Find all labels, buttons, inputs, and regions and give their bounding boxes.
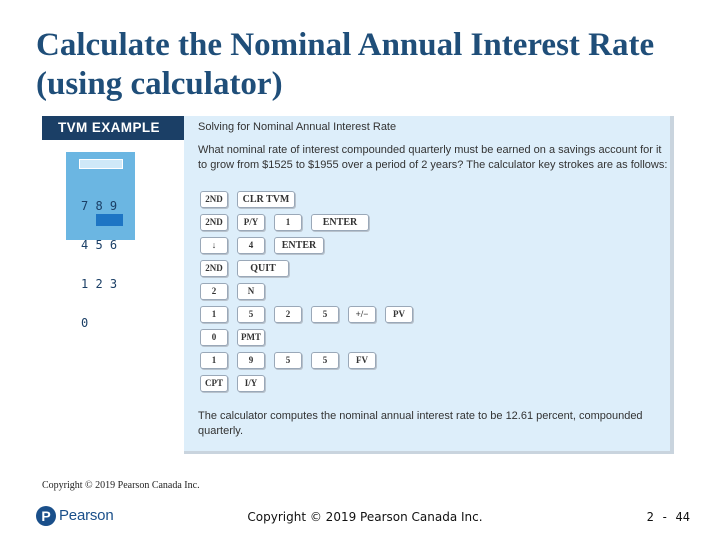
calculator-key-row: 7 8 9: [81, 199, 118, 213]
calculator-key: ENTER: [311, 214, 369, 231]
pearson-logo-mark: P: [36, 506, 56, 526]
page-number: 2 - 44: [646, 510, 690, 524]
calculator-key: 5: [311, 306, 339, 323]
calculator-key: 5: [274, 352, 302, 369]
calculator-key: QUIT: [237, 260, 289, 277]
calculator-key-row: 1 2 3: [81, 277, 118, 291]
calculator-key: FV: [348, 352, 376, 369]
tvm-example-panel: [184, 116, 674, 454]
calculator-key: I/Y: [237, 375, 265, 392]
figure-copyright: Copyright © 2019 Pearson Canada Inc.: [42, 480, 200, 491]
calculator-key: CPT: [200, 375, 228, 392]
calculator-key: CLR TVM: [237, 191, 295, 208]
calculator-key: ENTER: [274, 237, 324, 254]
calculator-key: +/−: [348, 306, 376, 323]
panel-title: Solving for Nominal Annual Interest Rate: [198, 121, 397, 133]
calculator-wide-key: [96, 214, 123, 226]
calculator-keys: [81, 174, 131, 356]
calculator-key: 5: [311, 352, 339, 369]
question-text: What nominal rate of interest compounded quarterly must be earned on a savings account for it to grow from $1525 to $1955 over a period of 2 years? The calculator key strokes are as follows:: [198, 144, 668, 171]
calculator-key-row: 4 5 6: [81, 238, 118, 252]
slide-title-line-2: (using calculator): [36, 66, 283, 102]
calculator-screen: [79, 159, 123, 169]
calculator-key: 5: [237, 306, 265, 323]
calculator-key: PV: [385, 306, 413, 323]
pearson-logo: [36, 506, 126, 528]
calculator-key: ↓: [200, 237, 228, 254]
calculator-key: 1: [200, 306, 228, 323]
calculator-icon: [66, 152, 135, 330]
footer-copyright: Copyright © 2019 Pearson Canada Inc.: [247, 510, 483, 524]
slide-title-line-1: Calculate the Nominal Annual Interest Rate: [36, 27, 655, 63]
result-text: The calculator computes the nominal annual interest rate to be 12.61 percent, compounded quarterly.: [198, 410, 643, 437]
tvm-example-header: TVM EXAMPLE: [42, 116, 184, 140]
calculator-key: 9: [237, 352, 265, 369]
calculator-key-row: 0: [81, 316, 89, 330]
calculator-key: 2: [200, 283, 228, 300]
calculator-key: 0: [200, 329, 228, 346]
calculator-key: P/Y: [237, 214, 265, 231]
slide-title: [36, 26, 696, 104]
calculator-key: 2ND: [200, 191, 228, 208]
calculator-key: 1: [200, 352, 228, 369]
calculator-key: 2ND: [200, 260, 228, 277]
calculator-key: N: [237, 283, 265, 300]
calculator-key: 2ND: [200, 214, 228, 231]
calculator-key: 2: [274, 306, 302, 323]
pearson-logo-text: Pearson: [59, 507, 114, 524]
calculator-key: PMT: [237, 329, 265, 346]
calculator-key: 1: [274, 214, 302, 231]
calculator-key: 4: [237, 237, 265, 254]
